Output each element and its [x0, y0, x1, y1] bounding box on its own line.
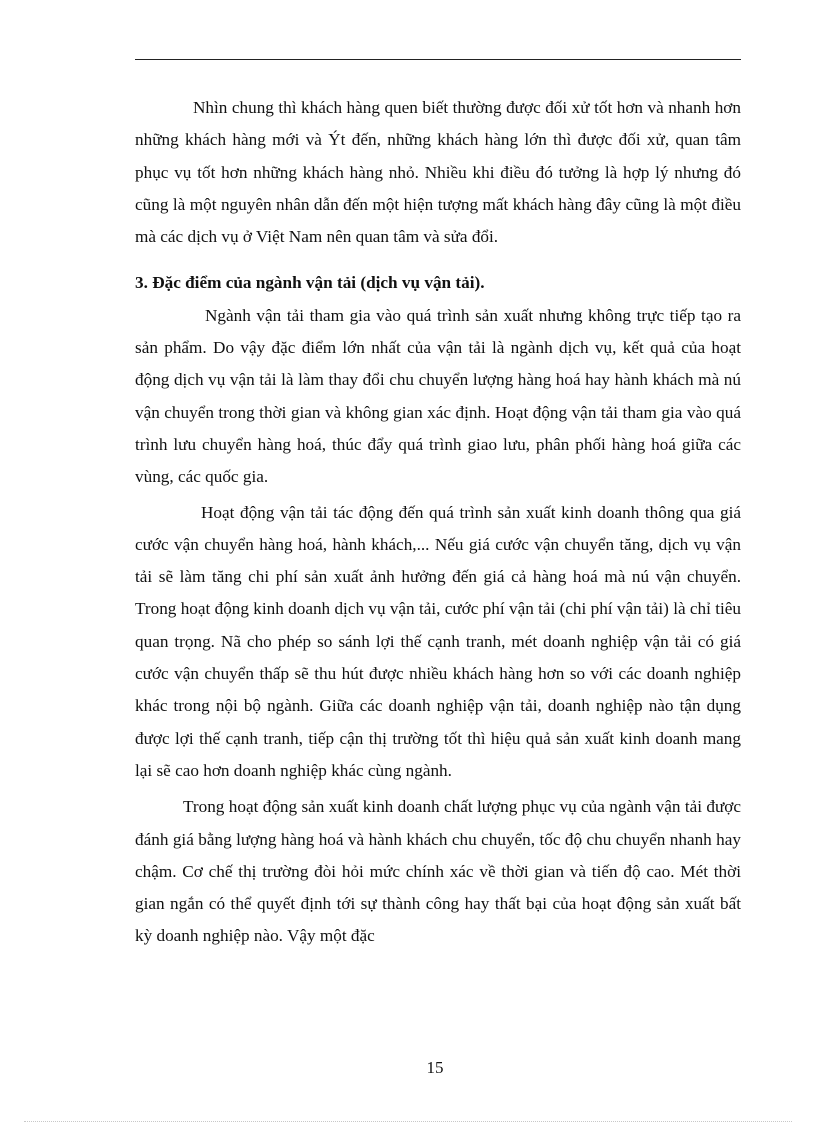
paragraph-transport-cost: Hoạt động vận tải tác động đến quá trình sản xuất kinh doanh thông qua giá cước vận chuyển hàng hoá, hành khách,... Nếu giá cước vận chuyển tăng, dịch vụ vận tải sẽ làm tăng chi phí sản xuất ảnh hưởng đến giá cả hàng hoá mà nú vận chuyển. Trong hoạt động kinh doanh dịch vụ vận tải, cước phí vận tải (chi phí vận tải) là chỉ tiêu quan trọng. Nã cho phép so sánh lợi thế cạnh tranh, mét doanh nghiệp vận tải có giá cước vận chuyển thấp sẽ thu hút được nhiều khách hàng hơn so với các doanh nghiệp khác trong nội bộ ngành. Giữa các doanh nghiệp vận tải, doanh nghiệp nào tận dụng được lợi thế cạnh tranh, tiếp cận thị trường tốt thì hiệu quả sản xuất kinh doanh mang lại sẽ cao hơn doanh nghiệp khác cùng ngành. — [135, 502, 741, 780]
paragraph-service-quality: Trong hoạt động sản xuất kinh doanh chất lượng phục vụ của ngành vận tải được đánh giá bằng lượng hàng hoá và hành khách chu chuyển, tốc độ chu chuyển nhanh hay chậm. Cơ chế thị trường đòi hỏi mức chính xác về thời gian và tiến độ cao. Mét thời gian ngắn có thể quyết định tới sự thành công hay thất bại của hoạt động sản xuất bất kỳ doanh nghiệp nào. Vậy một đặc — [135, 797, 741, 946]
page-number: 15 — [426, 1058, 444, 1077]
header-rule — [135, 59, 741, 60]
section-heading: 3. Đặc điểm của ngành vận tải (dịch vụ vận tải). — [135, 273, 485, 293]
page-bottom-edge — [24, 1121, 792, 1122]
body-text — [135, 92, 741, 953]
paragraph-customer-treatment: Nhìn chung thì khách hàng quen biết thường được đối xử tốt hơn và nhanh hơn những khách hàng mới và Ýt đến, những khách hàng lớn thì được đối xử, quan tâm phục vụ tốt hơn những khách hàng nhỏ. Nhiều khi điều đó tưởng là hợp lý nhưng đó cũng là một nguyên nhân dẫn đến một hiện tượng mất khách hàng đây cũng là một điều mà các dịch vụ ở Việt Nam nên quan tâm và sửa đổi. — [135, 98, 741, 247]
paragraph-transport-nature: Ngành vận tải tham gia vào quá trình sản xuất nhưng không trực tiếp tạo ra sản phẩm. Do vậy đặc điểm lớn nhất của vận tải là ngành dịch vụ, kết quả của hoạt động dịch vụ vận tải là làm thay đổi chu chuyển lượng hàng hoá hay hành khách mà nú vận chuyển trong thời gian và không gian xác định. Hoạt động vận tải tham gia vào quá trình lưu chuyển hàng hoá, thúc đẩy quá trình giao lưu, phân phối hàng hoá giữa các vùng, các quốc gia. — [135, 305, 741, 487]
